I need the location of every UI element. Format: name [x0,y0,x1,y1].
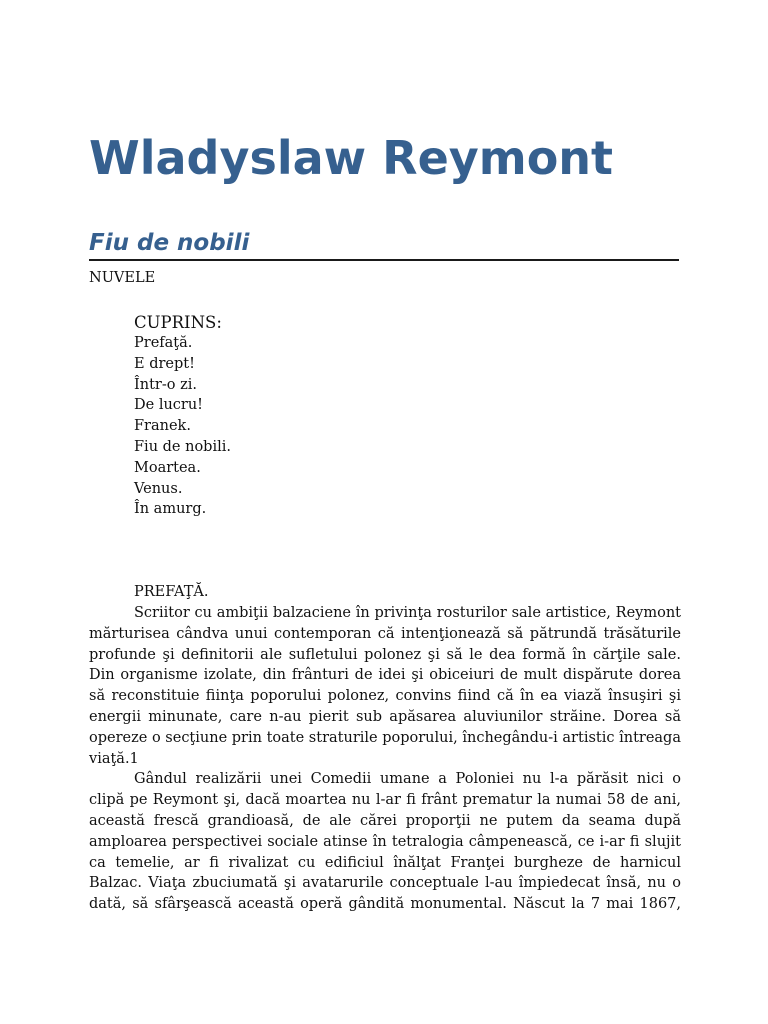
body-line: Balzac. Viaţa zbuciumată şi avatarurile conceptuale l-au împiedecat însă, nu o [89,875,681,892]
body-line: ca temelie, ar fi rivalizat cu edificiul înălţat Franţei burgheze de harnicul [89,854,681,871]
contents-item: Fiu de nobili. [134,438,231,455]
contents-item: Venus. [134,480,183,497]
body-line: Gândul realizării unei Comedii umane a Poloniei nu l-a părăsit nici o [134,771,681,788]
body-line: opereze o secţiune prin toate straturile poporului, închegându-i artistic întreaga [89,729,681,746]
body-line: Din organisme izolate, din frânturi de idei şi obiceiuri de mult dispărute dorea [89,667,681,684]
contents-list [134,333,231,520]
contents-item: E drept! [134,355,195,372]
body-line: să reconstituie fiinţa poporului polonez, convins fiind că în ea viază însuşiri şi [89,688,681,705]
body-line: profunde şi definitorii ale sufletului polonez şi să le dea formă în cărţile sale. [89,646,681,663]
title-divider [89,259,679,261]
body-line: amploarea perspectivei sociale atinse în tetralogia câmpenească, ce i-ar fi slujit [89,833,681,850]
body-line: această frescă grandioasă, de ale cărei proporţii ne putem da seama după [89,812,681,829]
body-line: energii minunate, care n-au pierit sub apăsarea aluviunilor străine. Dorea să [89,708,681,725]
contents-item: Prefaţă. [134,335,193,351]
body-line: viaţă.1 [89,750,139,767]
contents-item: Într-o zi. [134,376,197,393]
contents-item: Franek. [134,418,191,435]
author-name: Wladyslaw Reymont [89,131,614,185]
body-line: Scriitor cu ambiţii balzaciene în privinţa rosturilor sale artistice, Reymont [134,605,681,621]
contents-item: De lucru! [134,397,204,414]
book-title: Fiu de nobili [89,230,250,256]
body-line: dată, să sfârşească această operă gândită monumental. Născut la 7 mai 1867, [89,896,681,913]
body-text [89,603,681,915]
contents-item: Moartea. [134,459,201,476]
contents-item: În amurg. [134,501,207,518]
genre-label: NUVELE [89,270,156,286]
body-line: mărturisea cândva unui contemporan că intenţionează să pătrundă trăsăturile [89,625,681,642]
section-heading: PREFAŢĂ. [134,584,209,600]
body-line: clipă pe Reymont şi, dacă moartea nu l-ar fi frânt prematur la numai 58 de ani, [89,792,681,809]
contents-heading: CUPRINS: [134,313,222,332]
